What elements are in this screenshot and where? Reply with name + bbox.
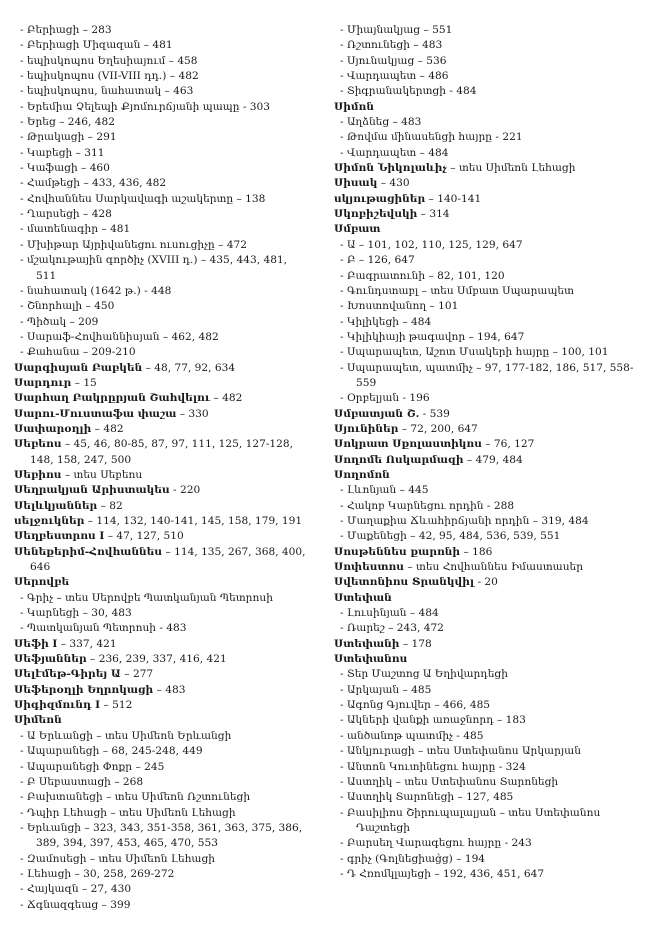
index-sub-entry: - Բ – 126, 647 xyxy=(340,254,415,267)
index-sub-entry: - Ռշտունեցի – 483 xyxy=(340,39,443,52)
index-references: – տես Սիմեոն Լեհացի xyxy=(446,162,576,175)
index-heading-entry xyxy=(334,100,640,115)
index-term: Սոփեստոս xyxy=(334,561,404,574)
index-sub-entry: - եպիսկոպոս Եղեսիայում – 458 xyxy=(20,54,198,67)
index-sub-entry: - Բագրատունի – 82, 101, 120 xyxy=(340,269,505,282)
index-heading-entry xyxy=(334,545,640,560)
index-references: – 47, 127, 510 xyxy=(104,530,184,543)
index-term: Սենեքերիմ-Հովհաննես xyxy=(14,545,163,558)
index-references: – 314 xyxy=(417,208,450,221)
index-term: Սմբատյան Շ. xyxy=(334,407,420,420)
index-sub-entry: - Ղարսեցի – 428 xyxy=(20,208,112,221)
index-sub-entry: - Սպարապետ, Աշոտ Մսակերի հայրը – 100, 101 xyxy=(340,346,609,359)
index-references: – 479, 484 xyxy=(463,453,523,466)
index-heading-entry xyxy=(334,468,640,483)
index-sub-entry: - Դպիր Լեհացի – տես Սիմեոն Լեհացի xyxy=(20,806,236,819)
index-sub-entry: - Միայնակյաց – 551 xyxy=(340,24,453,36)
index-term: Սմբատ xyxy=(334,223,381,236)
index-references: – 140-141 xyxy=(425,192,482,205)
index-term: Սիմոն Նիկոլաևիչ xyxy=(334,162,447,175)
index-heading-entry xyxy=(14,545,310,576)
index-references: – 512 xyxy=(100,699,133,712)
index-sub-entry: - Երեմիա Չելեպի Քյոմուրճյանի պապը - 303 xyxy=(20,100,271,113)
index-sub-entry: - գրիչ (Գոլնեցիաց̀ց) – 194 xyxy=(340,852,486,865)
index-sub-entry: - Բարսեղ Վարագեցու հայրը - 243 xyxy=(340,837,532,850)
index-term: Սերովբե xyxy=(14,576,70,589)
index-sub-entry: - Լուսինյան – 484 xyxy=(340,607,439,620)
index-sub-entry: - անծանոթ պատմիչ - 485 xyxy=(340,729,484,742)
index-heading-entry xyxy=(334,176,640,191)
index-sub-entry: - Թրակացի – 291 xyxy=(20,131,117,144)
index-sub-entry: - Անկյուրացի – տես Ստեփանոս Արկարյան xyxy=(340,745,581,758)
index-heading-entry xyxy=(14,667,310,682)
index-heading-entry xyxy=(334,407,640,422)
index-sub-entry: - Բասիլիոս Շիրուպալալյան – տես Ստեփանոս Դաշտեցի xyxy=(340,806,601,834)
index-heading-entry xyxy=(334,575,640,590)
index-sub-entry: - Ակների վանքի առաջնորդ – 183 xyxy=(340,714,526,727)
index-heading-entry xyxy=(14,713,310,728)
index-sub-entry: - Արկայան – 485 xyxy=(340,683,432,696)
index-sub-entry: - նահատակ (1642 թ.) - 448 xyxy=(20,284,172,297)
index-sub-entry: - Զամոսեցի – տես Սիմեոն Լեհացի xyxy=(20,852,216,865)
index-term: Սողոմոն xyxy=(334,468,390,481)
index-sub-entry: - Բերիացի Միզազան – 481 xyxy=(20,39,173,52)
index-references: – 48, 77, 92, 634 xyxy=(142,361,236,374)
index-sub-entry: - Կիլիկիայի թագավոր – 194, 647 xyxy=(340,330,525,343)
index-heading-entry xyxy=(334,422,640,437)
index-sub-entry: - մատենագիր – 481 xyxy=(20,223,131,236)
index-sub-entry: - Բախտանեցի – տես Սիմեոն Ռշտունեցի xyxy=(20,791,251,804)
index-heading-entry xyxy=(14,698,310,713)
index-term: Սեֆյաններ xyxy=(14,653,87,666)
index-sub-entry: - Օրբելյան - 196 xyxy=(340,392,430,405)
index-term: Սիգիզմունդ I xyxy=(14,699,101,712)
index-term: սելջուկներ xyxy=(14,515,85,527)
index-heading-entry xyxy=(14,499,310,514)
index-term: Ստեփանոս xyxy=(334,653,408,666)
index-sub-entry: - Գրիչ – տես Սերովբե Պատկանյան Պետրոսի xyxy=(20,591,273,604)
index-heading-entry xyxy=(14,376,310,391)
index-sub-entry: - Պատկանյան Պետրոսի - 483 xyxy=(20,622,187,635)
index-heading-entry xyxy=(334,652,640,667)
index-term: Սիմեոն xyxy=(14,714,62,727)
index-term: Սոկրատ Սքոլաստիկոս xyxy=(334,438,482,451)
index-sub-entry: - Անտոն Կուտինեցու հայրը - 324 xyxy=(340,760,526,773)
index-sub-entry: - Մխիթար Այրիվանեցու ուսուցիչը – 472 xyxy=(20,238,247,251)
index-heading-entry xyxy=(14,483,310,498)
index-sub-entry: - Կիլիկեցի – 484 xyxy=(340,315,432,328)
index-references: – 114, 132, 140-141, 145, 158, 179, 191 xyxy=(84,515,303,527)
index-heading-entry xyxy=(334,222,640,237)
index-term: Սարդուր xyxy=(14,376,72,389)
index-sub-entry: - մշակութային գործիչ (XVIII դ.) – 435, 443, 481, 511 xyxy=(20,254,288,282)
index-term: Սեֆի I xyxy=(14,637,58,650)
index-heading-entry xyxy=(14,575,310,590)
index-term: Սեֆերօղլի Եղրոկացի xyxy=(14,683,154,696)
index-sub-entry: - Ա Երևանցի – տես Սիմեոն Երևանցի xyxy=(20,729,232,742)
index-sub-entry: - Աղձնեց – 483 xyxy=(340,116,422,129)
index-references: – 76, 127 xyxy=(481,438,535,451)
index-sub-entry: - Շնորհալի – 450 xyxy=(20,300,115,313)
index-heading-entry xyxy=(14,391,310,406)
index-heading-entry xyxy=(14,407,310,422)
index-sub-entry: - Ապարանեցի Փոքր – 245 xyxy=(20,760,165,773)
index-references: – տես Հովհաննես Իմաստասեր xyxy=(403,561,584,574)
index-references: - 220 xyxy=(169,484,201,497)
index-sub-entry: - Գունդստաբլ – տես Սմբատ Սպարապետ xyxy=(340,284,574,297)
index-sub-entry: - Համթեցի – 433, 436, 482 xyxy=(20,177,167,190)
index-term: Սիսակ xyxy=(334,177,378,190)
index-heading-entry xyxy=(14,422,310,437)
index-term: Սարգիսյան Բաբկեն xyxy=(14,361,143,374)
index-references: – 482 xyxy=(91,422,124,435)
index-sub-entry: - Վարդապետ – 486 xyxy=(340,70,449,83)
index-sub-entry: - Լևոնյան – 445 xyxy=(340,484,429,497)
index-heading-entry xyxy=(334,453,640,468)
index-sub-entry: - Բերիացի – 283 xyxy=(20,24,112,36)
index-heading-entry xyxy=(334,161,640,176)
index-sub-entry: - Կաբեցի – 311 xyxy=(20,146,105,159)
index-sub-entry: - Հակոբ Կարնեցու որդին - 288 xyxy=(340,499,515,512)
index-sub-entry: - եպիսկոպոս, նահատակ – 463 xyxy=(20,85,194,98)
index-references: - 20 xyxy=(474,576,498,589)
index-column-right xyxy=(334,23,640,882)
index-sub-entry: - Դ Հռոմկլայեցի – 192, 436, 451, 647 xyxy=(340,867,545,880)
index-heading-entry xyxy=(334,437,640,452)
index-heading-entry xyxy=(14,652,310,667)
index-references: – 114, 135, 267, 368, 400, 646 xyxy=(30,545,306,574)
index-term: Սեբեոս xyxy=(14,438,62,451)
index-sub-entry: - Կաֆացի – 460 xyxy=(20,162,110,175)
index-term: Սիմոն xyxy=(334,100,375,113)
index-sub-entry: - Վարդապետ – 484 xyxy=(340,146,449,159)
index-sub-entry: - Երեց – 246, 482 xyxy=(20,116,115,129)
index-heading-entry xyxy=(14,437,310,468)
index-sub-entry: - Տիգրանակերտցի - 484 xyxy=(340,85,477,98)
index-term: սկյութացիներ xyxy=(334,192,426,205)
index-references: – 72, 200, 647 xyxy=(398,422,478,435)
index-references: – տես Սեբեոս xyxy=(61,468,143,481)
index-term: Սողոմե Ոսկարմազի xyxy=(334,453,464,466)
index-term: Սոսթեննես քարոնի xyxy=(334,545,461,558)
index-sub-entry: - եպիսկոպոս (VII-VIII դդ.) – 482 xyxy=(20,70,199,83)
index-references: – 330 xyxy=(176,407,209,420)
index-references: – 15 xyxy=(71,376,97,389)
index-term: Սելէմեթ-Գիրեյ Ա xyxy=(14,668,121,681)
index-heading-entry xyxy=(334,560,640,575)
index-sub-entry: - Աստղիկ Տարոնեցի – 127, 485 xyxy=(340,791,514,804)
index-sub-entry: - Խոստովանող – 101 xyxy=(340,300,459,313)
index-sub-entry: - Ճգնազգեաց – 399 xyxy=(20,898,131,911)
index-term: Սեղբեստրոս I xyxy=(14,530,105,543)
index-sub-entry: - Սպարապետ, պատմիչ – 97, 177-182, 186, 517, 558-559 xyxy=(340,361,634,389)
index-sub-entry: - Հովհաննես Սարկավագի աշակերտը – 138 xyxy=(20,192,266,205)
index-heading-entry xyxy=(334,192,640,207)
index-references: - 539 xyxy=(419,407,450,420)
index-term: Սյունիներ xyxy=(334,422,399,435)
index-term: Սկոբիշեվսկի xyxy=(334,208,418,221)
index-heading-entry xyxy=(14,514,310,529)
index-sub-entry: - Կարնեցի – 30, 483 xyxy=(20,607,132,620)
index-term: Ստեփանի xyxy=(334,637,400,650)
index-sub-entry: - Լեհացի – 30, 258, 269-272 xyxy=(20,867,175,880)
index-term: Սափարօղլի xyxy=(14,422,92,435)
index-sub-entry: - Ա – 101, 102, 110, 125, 129, 647 xyxy=(340,238,523,251)
index-sub-entry: - Բ Սեբաստացի – 268 xyxy=(20,775,144,788)
index-references: – 45, 46, 80-85, 87, 97, 111, 125, 127-128, 148, 158, 247, 500 xyxy=(30,438,293,466)
index-term: Սարու-Մուստաֆա փաշա xyxy=(14,407,177,420)
index-references: – 337, 421 xyxy=(57,637,117,650)
index-term: Սեբիոս xyxy=(14,468,62,481)
index-sub-entry: - Պիծակ – 209 xyxy=(20,315,99,328)
index-sub-entry: - Ագոնց Գյուվեր – 466, 485 xyxy=(340,699,491,712)
index-sub-entry: - Տեր Մաշտոց Ա Եղիվարդեցի xyxy=(340,668,508,681)
index-heading-entry xyxy=(14,529,310,544)
index-term: Սվետոնիոս Տրանկվիլ xyxy=(334,576,475,589)
index-sub-entry: - Մաքենեցի – 42, 95, 484, 536, 539, 551 xyxy=(340,530,561,543)
index-references: – 236, 239, 337, 416, 421 xyxy=(86,653,227,666)
index-term: Սեղրակյան Արիստակես xyxy=(14,484,170,497)
index-heading-entry xyxy=(14,637,310,652)
index-references: – 430 xyxy=(377,177,410,190)
index-references: – 186 xyxy=(460,545,493,558)
index-sub-entry: - Երևանցի – 323, 343, 351-358, 361, 363, 375, 386, 389, 394, 397, 453, 465, 470, 553 xyxy=(20,821,303,850)
index-references: – 82 xyxy=(97,499,123,512)
index-heading-entry xyxy=(334,637,640,652)
index-column-left xyxy=(14,23,310,913)
index-sub-entry: - Սյունակյաց – 536 xyxy=(340,54,447,67)
index-sub-entry: - Հայկազն – 27, 430 xyxy=(20,883,132,896)
index-sub-entry: - Թովմա մինասենցի հայրը - 221 xyxy=(340,131,523,144)
index-sub-entry: - Սարաֆ-Հովհաննիսյան – 462, 482 xyxy=(20,330,219,343)
index-term: Ստեփան xyxy=(334,591,392,604)
index-sub-entry: - Մաղաքիա Ճևահիրճյանի որդին – 319, 484 xyxy=(340,515,589,527)
index-term: Սարհաղ Բակրըրյան Շահվելու xyxy=(14,392,211,405)
index-term: Սելևկյաններ xyxy=(14,499,98,512)
index-heading-entry xyxy=(14,361,310,376)
index-sub-entry: - Ապարանեցի – 68, 245-248, 449 xyxy=(20,745,203,758)
index-sub-entry: - Քահանա – 209-210 xyxy=(20,346,136,359)
index-references: – 178 xyxy=(399,637,432,650)
index-sub-entry: - Աստղիկ – տես Ստեփանոս Տարոնեցի xyxy=(340,775,559,788)
index-sub-entry: - Ռարեշ – 243, 472 xyxy=(340,622,444,635)
index-references: – 483 xyxy=(153,683,186,696)
index-references: – 277 xyxy=(120,668,154,681)
index-heading-entry xyxy=(14,683,310,698)
index-heading-entry xyxy=(14,468,310,483)
index-heading-entry xyxy=(334,591,640,606)
index-heading-entry xyxy=(334,207,640,222)
index-references: – 482 xyxy=(210,392,243,405)
